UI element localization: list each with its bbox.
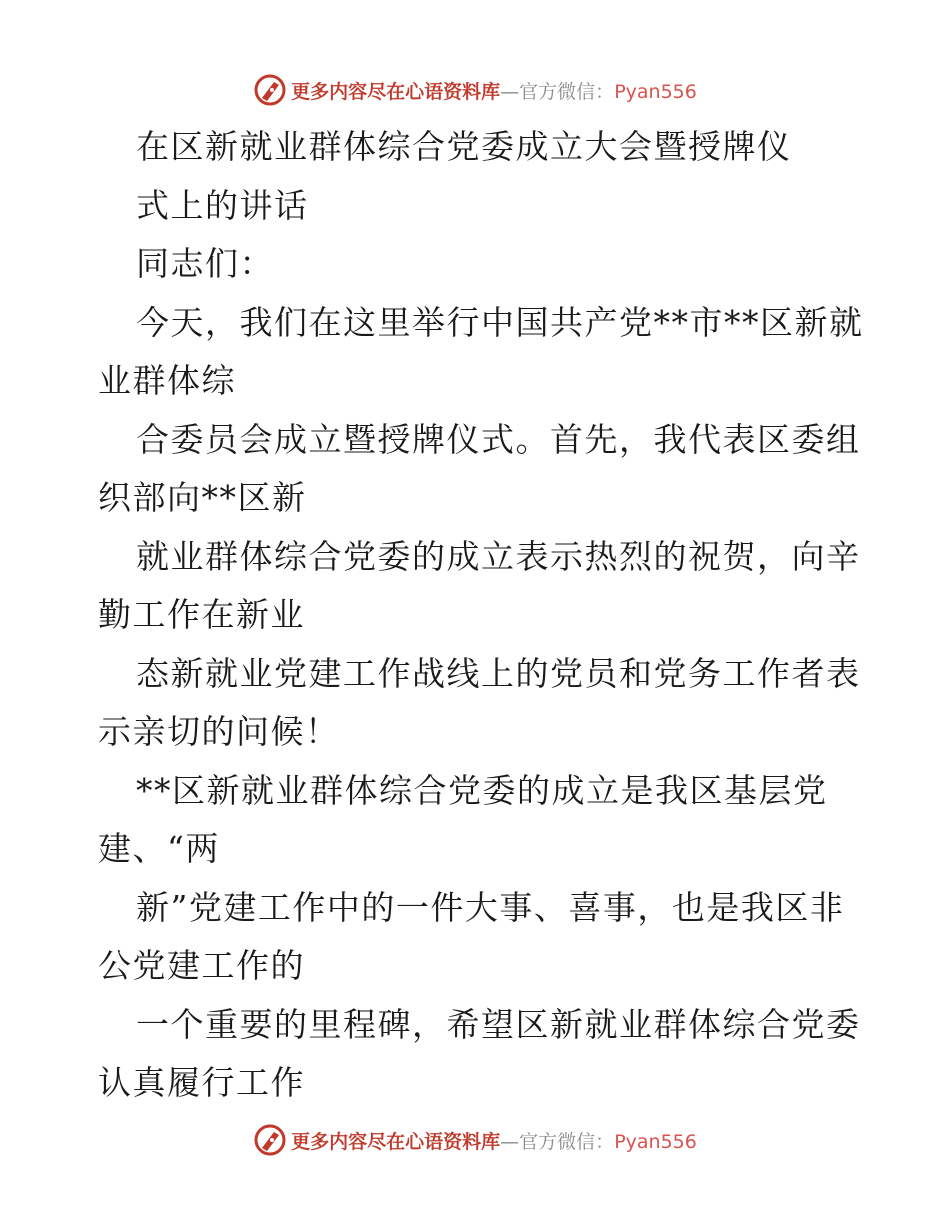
paragraph-line: 认真履行工作 <box>98 1063 305 1102</box>
paragraph-line: 态新就业党建工作战线上的党员和党务工作者表 <box>136 653 861 693</box>
footer-banner-main: 更多内容尽在心语资料库 <box>291 1130 501 1153</box>
salutation-line: 同志们： <box>136 244 274 283</box>
header-banner-text <box>291 77 697 104</box>
title-line-1: 在区新就业群体综合党委成立大会暨授牌仪 <box>136 127 792 166</box>
paragraph-line: **区新就业群体综合党委的成立是我区基层党 <box>136 770 828 810</box>
document-body <box>98 118 864 1113</box>
paragraph-line: 合委员会成立暨授牌仪式。首先，我代表区委组 <box>136 419 861 459</box>
paragraph-line: 示亲切的问候！ <box>98 712 340 751</box>
title-line-2: 式上的讲话 <box>136 185 309 225</box>
paragraph-line: 今天，我们在这里举行中国共产党**市**区新就 <box>136 302 864 342</box>
footer-banner-id: Pyan556 <box>614 1130 697 1153</box>
header-banner-official: 官方微信： <box>519 80 615 103</box>
paragraph-line: 新”党建工作中的一件大事、喜事，也是我区非 <box>136 887 845 927</box>
footer-banner-official: 官方微信： <box>519 1130 615 1153</box>
paragraph-line: 公党建工作的 <box>98 946 305 985</box>
footer-banner <box>0 1120 950 1160</box>
pen-nib-logo-icon <box>253 1123 287 1157</box>
pen-nib-logo-icon <box>253 73 287 107</box>
paragraph-line: 建、“两 <box>98 829 220 868</box>
footer-banner-dash: — <box>500 1130 520 1153</box>
paragraph-line: 织部向**区新 <box>98 478 307 517</box>
paragraph-line: 就业群体综合党委的成立表示热烈的祝贺，向辛 <box>136 536 861 576</box>
header-banner-id: Pyan556 <box>614 80 697 103</box>
paragraph-line: 业群体综 <box>98 361 236 400</box>
paragraph-line: 勤工作在新业 <box>98 595 305 634</box>
header-banner <box>0 70 950 110</box>
paragraph-line: 一个重要的里程碑，希望区新就业群体综合党委 <box>136 1004 861 1044</box>
header-banner-dash: — <box>500 80 520 103</box>
footer-banner-text <box>291 1127 697 1154</box>
header-banner-main: 更多内容尽在心语资料库 <box>291 80 501 103</box>
